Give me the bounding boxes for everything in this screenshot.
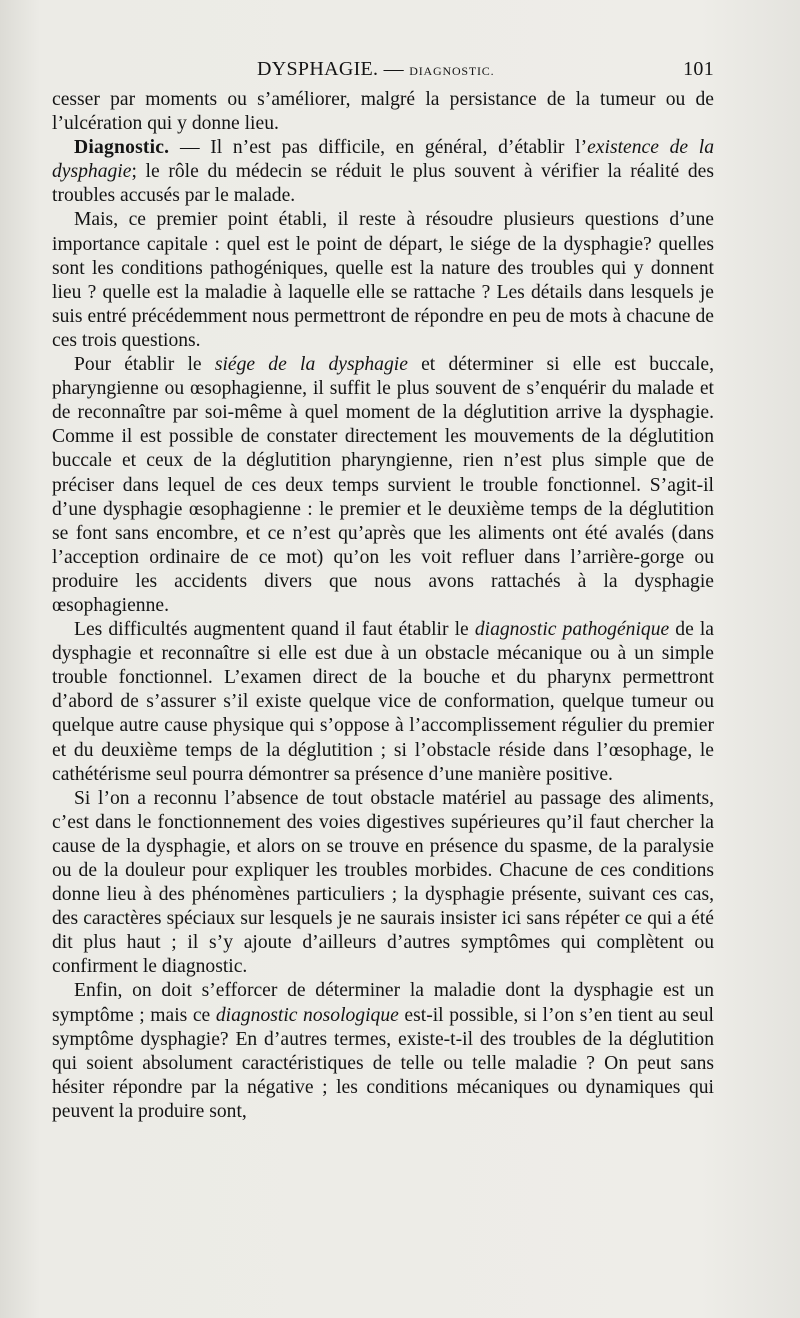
paragraph-diagnostic [52,136,714,208]
title-dash: — [383,58,404,80]
title-sub: DIAGNOSTIC. [409,64,495,78]
section-heading: Diagnostic. [74,137,170,159]
paragraph-continuation [52,88,714,136]
running-header [52,58,714,84]
paragraph-text: Les difficultés augmentent quand il faut établir le [74,619,475,641]
paragraph-text: — Il n’est pas difficile, en général, d’établir l’ [169,137,588,159]
page-body [52,88,714,1124]
paragraph-text: Mais, ce premier point établi, il reste à résoudre plusieurs questions d’une importance capitale : quel est le point de départ, le siége de la dysphagie? quelles sont les conditions pathogéniques, quelle est la nature des troubles qui y donnent lieu ? quelle est la maladie à laquelle elle se rattache ? Les détails dans lesquels je suis entré précédemment nous permettront de répondre en peu de mots à chacune de ces trois questions. [52,209,714,351]
paragraph-siege [52,353,714,618]
italic-term: diagnostic pathogénique [474,619,670,641]
paragraph-text: de la dysphagie et reconnaître si elle est due à un obstacle mécanique ou à un simple trouble fonctionnel. L’examen direct de la bouche et du pharynx permettront d’abord de s’assurer s’il existe quelque vice de conformation, quelque tumeur ou quelque autre cause physique qui s’oppose à l’accomplissement régulier du premier et du deuxième temps de la déglutition ; si l’obstacle réside dans l’œsophage, le cathétérisme seul pourra démontrer sa présence d’une manière positive. [52,619,714,785]
page-number: 101 [683,58,714,80]
paragraph-text: Pour établir le [74,354,215,376]
paragraph-text: est-il possible, si l’on s’en tient au seul symptôme dysphagie? En d’autres termes, existe-t-il des troubles de la déglutition qui soient absolument caractéristiques de telle ou telle maladie ? On peut sans hésiter répondre par la négative ; les conditions mécaniques ou dynamiques qui peuvent la produire sont, [52,1004,714,1122]
paragraph-questions [52,208,714,353]
paragraph-text: ; le rôle du médecin se réduit le plus souvent à vérifier la réalité des troubles accusés par le malade. [52,161,714,207]
paragraph-obstacle [52,787,714,980]
italic-term: diagnostic nosologique [215,1004,399,1026]
paragraph-text: Si l’on a reconnu l’absence de tout obstacle matériel au passage des aliments, c’est dans le fonctionnement des voies digestives supérieures qu’il faut chercher la cause de la dysphagie, et alors on se trouve en présence du spasme, de la paralysie ou de la douleur pour expliquer les troubles morbides. Chacune de ces conditions donne lieu à des phénomènes particuliers ; la dysphagie présente, suivant ces cas, des caractères spéciaux sur lesquels je ne saurais insister ici sans répéter ce qui a été dit plus haut ; il s’y ajoute d’ailleurs d’autres symptômes qui complètent ou confirment le diagnostic. [52,787,714,978]
title-main: DYSPHAGIE. [257,58,379,80]
paragraph-text: et déterminer si elle est buccale, pharyngienne ou œsophagienne, il suffit le plus souvent de s’enquérir du malade et de reconnaître par soi-même à quel moment de la déglutition arrive la dysphagie. Comme il est possible de constater directement les mouvements de la déglutition buccale et ceux de la déglutition pharyngienne, rien n’est plus simple que de préciser dans lequel de ces deux temps survient le trouble fonctionnel. S’agit-il d’une dysphagie œsophagienne : le premier et le deuxième temps de la déglutition se font sans encombre, et ce n’est qu’après que les aliments ont été avalés (dans l’acception ordinaire de ce mot) qu’on les voit refluer dans l’arrière-gorge ou produire les accidents divers que nous avons rattachés à la dysphagie œsophagienne. [52,354,714,616]
italic-term: existence de la dysphagie [52,137,714,183]
italic-term: siége de la dysphagie [214,354,408,376]
running-title [257,58,494,81]
paragraph-nosologique [52,979,714,1124]
paragraph-text: cesser par moments ou s’améliorer, malgré la persistance de la tumeur ou de l’ulcération qui y donne lieu. [52,89,714,135]
paragraph-text: Enfin, on doit s’efforcer de déterminer la maladie dont la dysphagie est un symptôme ; mais ce [52,980,714,1026]
paragraph-pathogenique [52,618,714,787]
